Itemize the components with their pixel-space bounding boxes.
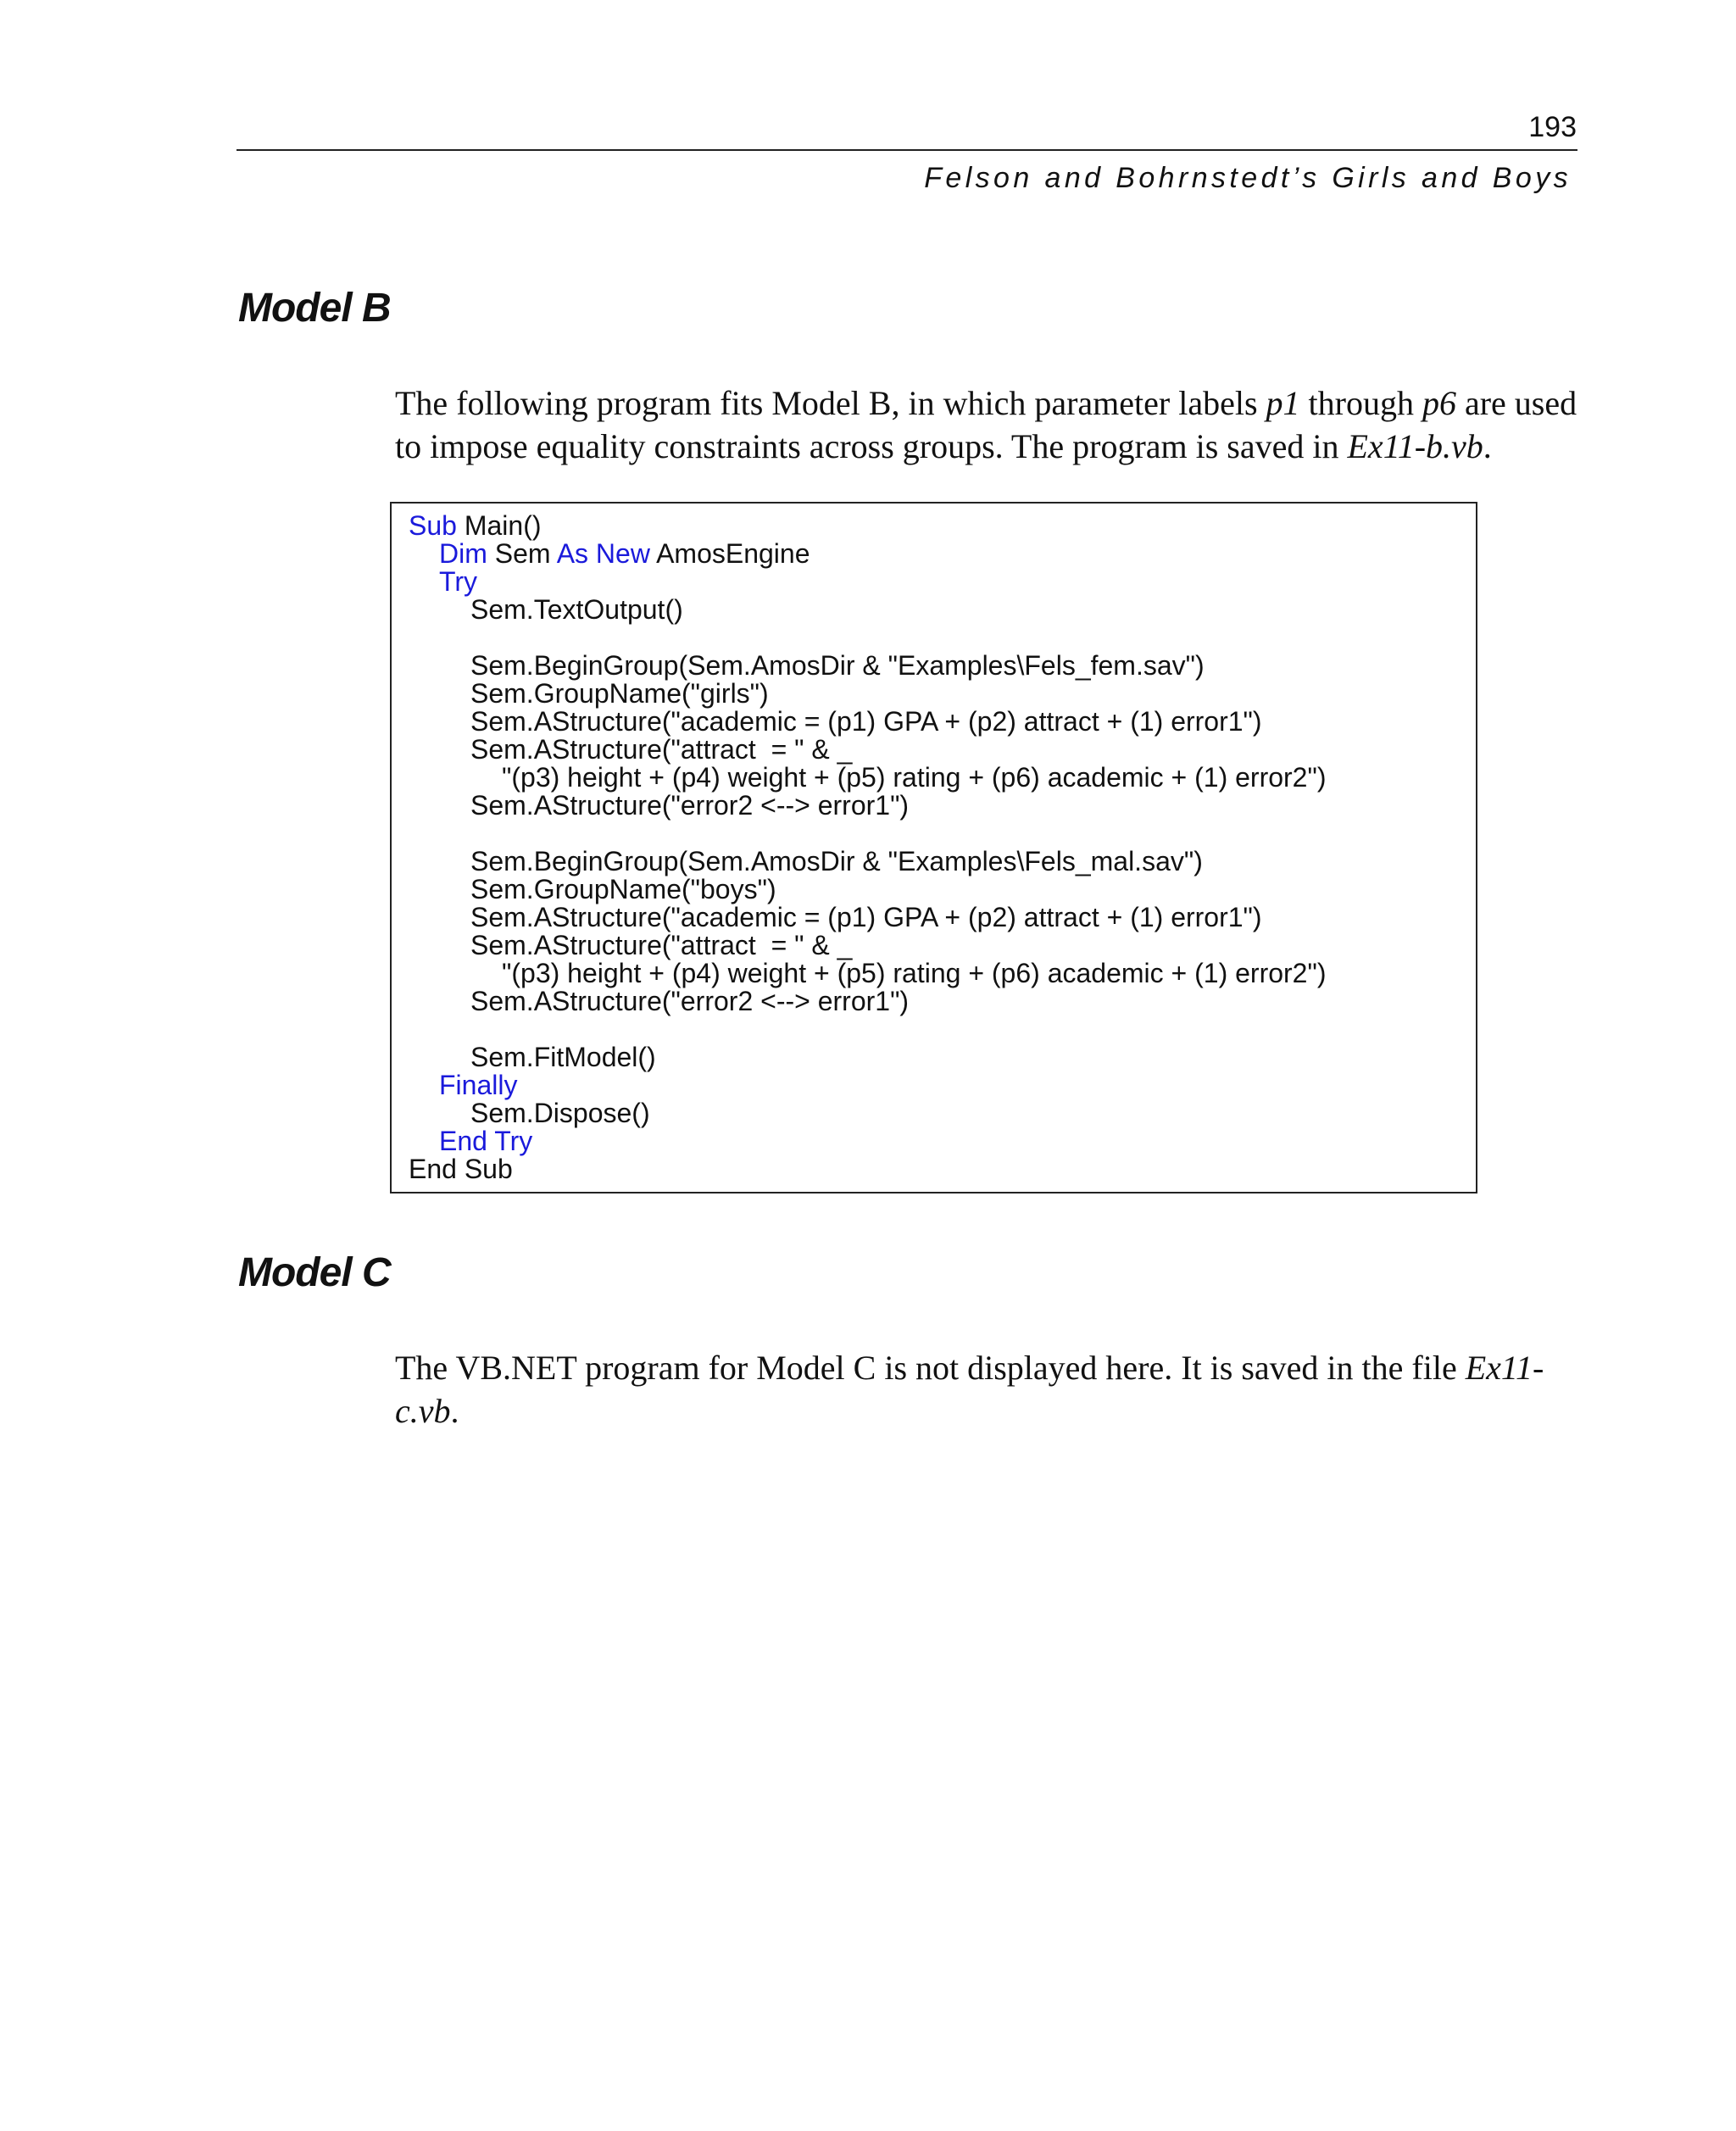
label-p6: p6 (1422, 384, 1456, 422)
code-line: "(p3) height + (p4) weight + (p5) rating + (p6) academic + (1) error2") (502, 958, 1327, 988)
code-text: AmosEngine (649, 538, 810, 569)
filename-ex11-b: Ex11-b.vb (1347, 427, 1483, 465)
header-rule (236, 149, 1577, 151)
code-line: Sem.AStructure("academic = (p1) GPA + (p2) attract + (1) error1") (470, 706, 1262, 737)
code-line: End Sub (409, 1154, 513, 1184)
model-c-paragraph (395, 1346, 1582, 1433)
model-c-text-2: . (450, 1392, 459, 1430)
code-keyword: Try (439, 566, 478, 597)
code-line: Sem.AStructure("academic = (p1) GPA + (p2) attract + (1) error1") (470, 902, 1262, 932)
code-keyword: End Try (439, 1126, 533, 1156)
model-b-heading: Model B (238, 286, 391, 331)
code-keyword: Finally (439, 1070, 518, 1100)
running-head: Felson and Bohrnstedt’s Girls and Boys (924, 162, 1572, 194)
code-line: Sem.AStructure("attract = " & _ (470, 734, 853, 765)
code-keyword: Dim (439, 538, 487, 569)
code-text: Main() (456, 510, 542, 541)
model-c-heading: Model C (238, 1250, 391, 1295)
model-b-text-4: . (1483, 427, 1492, 465)
code-blank-line (409, 820, 1476, 848)
label-p1: p1 (1266, 384, 1300, 422)
code-line: Sem.AStructure("error2 <--> error1") (470, 790, 910, 821)
code-keyword: Sub (409, 510, 457, 541)
model-b-text-2: through (1299, 384, 1422, 422)
model-b-text-1: The following program fits Model B, in which parameter labels (395, 384, 1266, 422)
code-line (409, 568, 1476, 596)
code-line: Sem.GroupName("girls") (470, 678, 769, 709)
code-line (409, 512, 1476, 540)
code-line: Sem.Dispose() (470, 1098, 650, 1128)
code-keyword: As New (556, 538, 650, 569)
code-line: Sem.AStructure("attract = " & _ (470, 930, 853, 960)
code-blank-line (409, 1015, 1476, 1043)
filename-ex11-c: Ex11-c.vb (395, 1349, 1544, 1430)
code-line (409, 540, 1476, 568)
model-b-paragraph (395, 381, 1582, 468)
code-line: Sem.AStructure("error2 <--> error1") (470, 986, 910, 1016)
code-line: Sem.BeginGroup(Sem.AmosDir & "Examples\Fels_mal.sav") (470, 846, 1203, 876)
page-number: 193 (1528, 111, 1577, 143)
code-blank-line (409, 624, 1476, 652)
code-line: "(p3) height + (p4) weight + (p5) rating + (p6) academic + (1) error2") (502, 762, 1327, 793)
code-line: Sem.BeginGroup(Sem.AmosDir & "Examples\Fels_fem.sav") (470, 650, 1205, 681)
code-line: Sem.FitModel() (470, 1042, 656, 1072)
model-c-text-1: The VB.NET program for Model C is not displayed here. It is saved in the file (395, 1349, 1466, 1387)
code-listing (390, 502, 1477, 1193)
code-line: Sem.TextOutput() (470, 594, 683, 625)
code-text: Sem (487, 538, 557, 569)
model-b-text-3: are used to impose equality constraints across groups. The program is saved in (395, 384, 1577, 465)
code-line: Sem.GroupName("boys") (470, 874, 776, 904)
code-line (409, 1071, 1476, 1099)
code-line (409, 1127, 1476, 1155)
